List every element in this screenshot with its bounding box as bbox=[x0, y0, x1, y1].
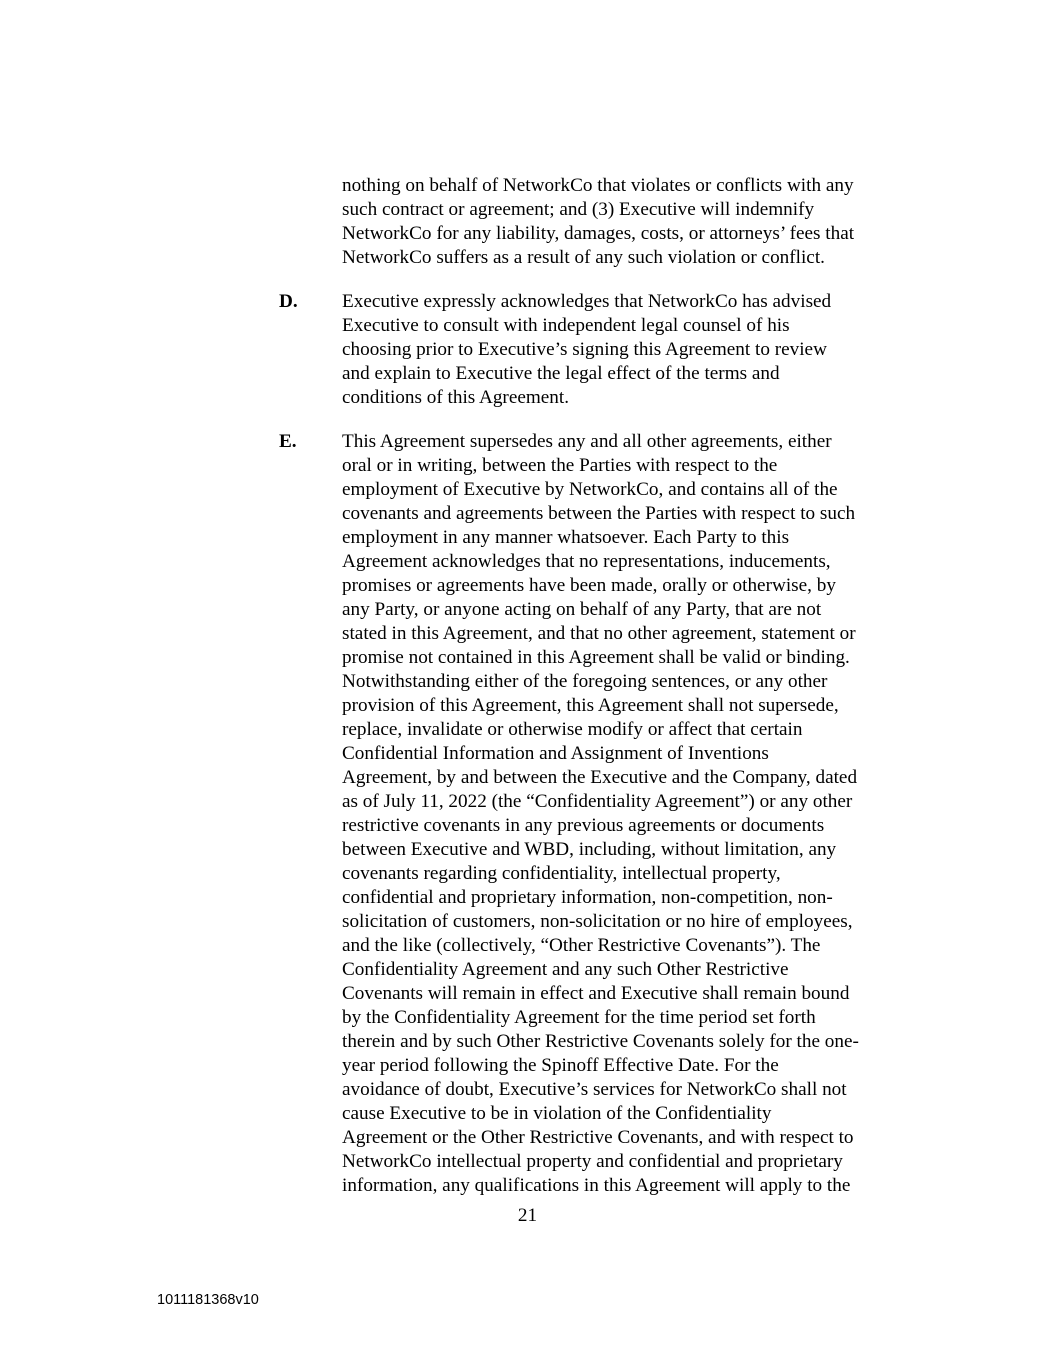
text-line: Notwithstanding either of the foregoing sentences, or any other bbox=[342, 671, 828, 692]
text-line: avoidance of doubt, Executive’s services for NetworkCo shall not bbox=[342, 1079, 847, 1100]
text-line: nothing on behalf of NetworkCo that violates or conflicts with any bbox=[342, 175, 854, 196]
text-line: and explain to Executive the legal effect of the terms and bbox=[342, 363, 780, 384]
section-e-label: E. bbox=[279, 431, 297, 452]
text-line: conditions of this Agreement. bbox=[342, 387, 570, 408]
text-line: Executive expressly acknowledges that NetworkCo has advised bbox=[342, 291, 832, 312]
text-line: Agreement or the Other Restrictive Covenants, and with respect to bbox=[342, 1127, 854, 1148]
text-line: promise not contained in this Agreement shall be valid or binding. bbox=[342, 647, 850, 668]
text-line: promises or agreements have been made, orally or otherwise, by bbox=[342, 575, 836, 596]
text-line: year period following the Spinoff Effective Date. For the bbox=[342, 1055, 779, 1076]
text-line: restrictive covenants in any previous agreements or documents bbox=[342, 815, 825, 836]
text-line: employment in any manner whatsoever. Each Party to this bbox=[342, 527, 790, 548]
text-line: covenants regarding confidentiality, intellectual property, bbox=[342, 863, 781, 884]
page-number: 21 bbox=[517, 1205, 538, 1226]
text-line: Confidential Information and Assignment of Inventions bbox=[342, 743, 769, 764]
text-line: replace, invalidate or otherwise modify or affect that certain bbox=[342, 719, 803, 740]
text-line: by the Confidentiality Agreement for the time period set forth bbox=[342, 1007, 816, 1028]
text-line: stated in this Agreement, and that no other agreement, statement or bbox=[342, 623, 856, 644]
text-line: choosing prior to Executive’s signing this Agreement to review bbox=[342, 339, 827, 360]
text-line: covenants and agreements between the Parties with respect to such bbox=[342, 503, 856, 524]
text-line: provision of this Agreement, this Agreement shall not supersede, bbox=[342, 695, 839, 716]
text-line: therein and by such Other Restrictive Covenants solely for the one- bbox=[342, 1031, 859, 1052]
text-line: such contract or agreement; and (3) Executive will indemnify bbox=[342, 199, 815, 220]
text-line: NetworkCo suffers as a result of any such violation or conflict. bbox=[342, 247, 825, 268]
text-line: Agreement, by and between the Executive and the Company, dated bbox=[342, 767, 858, 788]
section-d-label: D. bbox=[279, 291, 298, 312]
text-line: employment of Executive by NetworkCo, and contains all of the bbox=[342, 479, 838, 500]
document-id: 1011181368v10 bbox=[157, 1292, 259, 1308]
text-line: Covenants will remain in effect and Executive shall remain bound bbox=[342, 983, 850, 1004]
text-line: confidential and proprietary information, non-competition, non- bbox=[342, 887, 833, 908]
text-line: Executive to consult with independent legal counsel of his bbox=[342, 315, 790, 336]
text-line: NetworkCo intellectual property and confidential and proprietary bbox=[342, 1151, 843, 1172]
text-line: cause Executive to be in violation of the Confidentiality bbox=[342, 1103, 772, 1124]
text-line: NetworkCo for any liability, damages, costs, or attorneys’ fees that bbox=[342, 223, 855, 244]
text-line: and the like (collectively, “Other Restrictive Covenants”). The bbox=[342, 935, 821, 956]
text-line: solicitation of customers, non-solicitation or no hire of employees, bbox=[342, 911, 853, 932]
text-line: Confidentiality Agreement and any such Other Restrictive bbox=[342, 959, 789, 980]
text-line: oral or in writing, between the Parties with respect to the bbox=[342, 455, 778, 476]
text-line: Agreement acknowledges that no representations, inducements, bbox=[342, 551, 831, 572]
text-line: any Party, or anyone acting on behalf of any Party, that are not bbox=[342, 599, 822, 620]
text-line: This Agreement supersedes any and all other agreements, either bbox=[342, 431, 832, 452]
text-line: information, any qualifications in this Agreement will apply to the bbox=[342, 1175, 851, 1196]
text-line: as of July 11, 2022 (the “Confidentiality Agreement”) or any other bbox=[342, 791, 853, 812]
text-line: between Executive and WBD, including, without limitation, any bbox=[342, 839, 837, 860]
